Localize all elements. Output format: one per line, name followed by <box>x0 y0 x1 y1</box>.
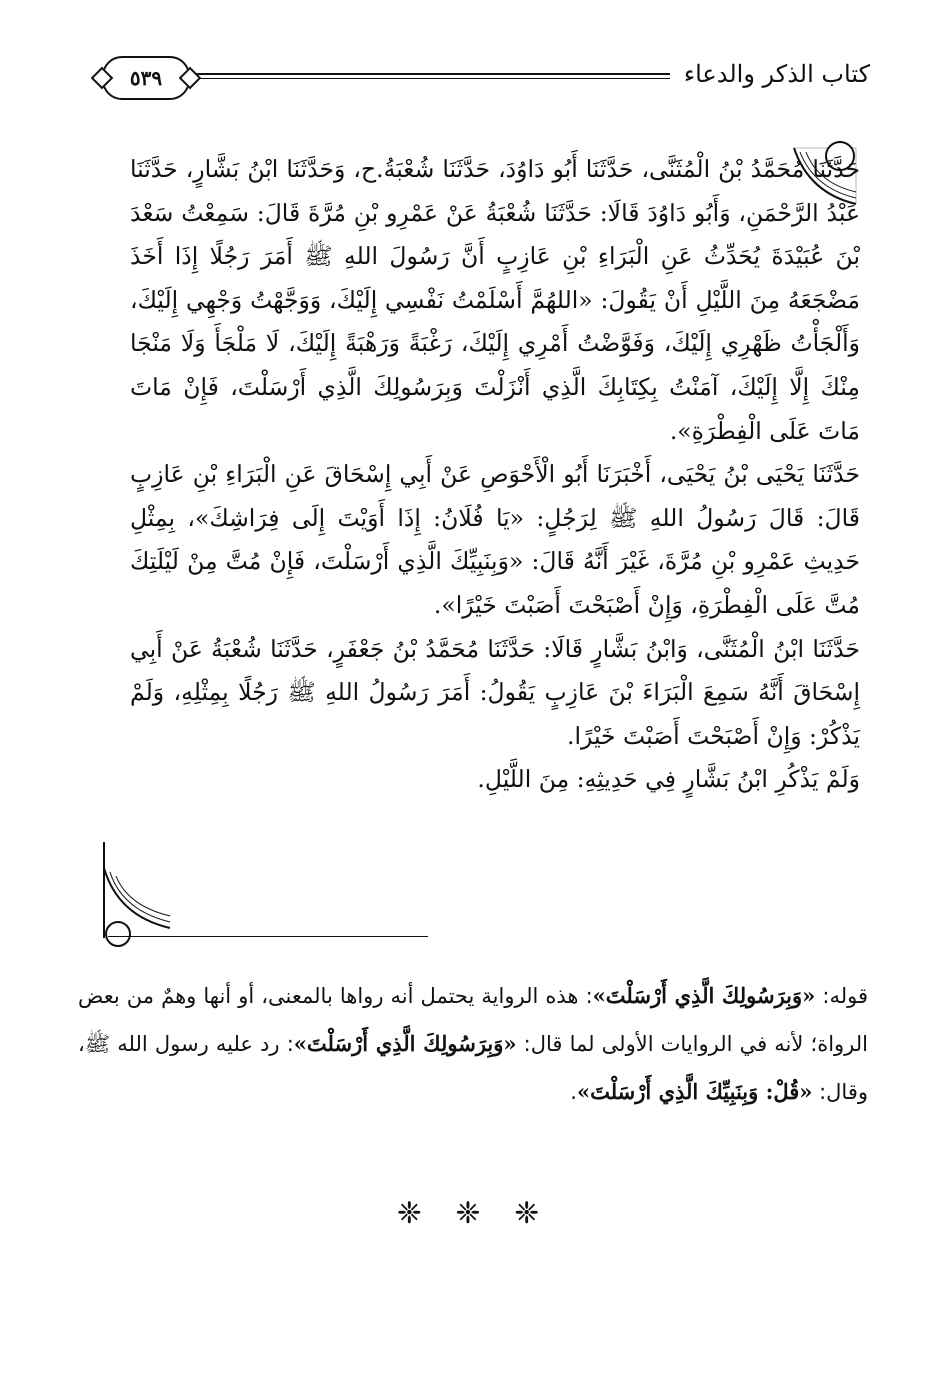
section-divider <box>108 936 428 937</box>
commentary-text <box>78 972 868 1116</box>
bottom-corner-ornament-icon <box>98 838 178 948</box>
page-number: ٥٣٩ <box>129 66 163 90</box>
commentary-quote: «وَبِرَسُولِكَ الَّذِي أَرْسَلْتَ» <box>293 1031 517 1056</box>
book-title: كتاب الذكر والدعاء <box>683 60 870 88</box>
commentary-segment: : رد عليه رسول الله ﷺ، وقال: <box>78 1032 868 1104</box>
commentary-segment: قوله: <box>815 984 868 1008</box>
commentary-quote: «قُلْ: وَبِنَبِيِّكَ الَّذِي أَرْسَلْتَ» <box>576 1079 813 1104</box>
page-header <box>90 56 870 100</box>
page-number-badge <box>102 56 190 100</box>
section-end-ornament: ❈ ❈ ❈ <box>396 1196 552 1231</box>
hadith-text <box>130 148 860 802</box>
commentary-segment: : هذه الرواية يحتمل أنه رواها بالمعنى، أو أنها وهمٌ من بعض الرواة؛ لأنه في الروايات الأولى لما قال: <box>78 984 868 1056</box>
hadith-paragraph: وَلَمْ يَذْكُرِ ابْنُ بَشَّارٍ فِي حَدِيثِهِ: مِنَ اللَّيْلِ. <box>477 765 860 794</box>
commentary-segment: . <box>570 1080 577 1104</box>
hadith-paragraph: حَدَّثَنَا يَحْيَى بْنُ يَحْيَى، أَخْبَرَنَا أَبُو الْأَحْوَصِ عَنْ أَبِي إِسْحَاقَ عَنِ الْبَرَاءِ بْنِ عَازِبٍ قَالَ: قَالَ رَسُولُ اللهِ ﷺ لِرَجُلٍ: «يَا فُلَانُ: إِذَا أَوَيْتَ إِلَى فِرَاشِكَ»، بِمِثْلِ حَدِيثِ عَمْرِو بْنِ مُرَّةَ، غَيْرَ أَنَّهُ قَالَ: «وَبِنَبِيِّكَ الَّذِي أَرْسَلْتَ، فَإِنْ مُتَّ مِنْ لَيْلَتِكَ مُتَّ عَلَى الْفِطْرَةِ، وَإِنْ أَصْبَحْتَ أَصَبْتَ خَيْرًا». <box>130 460 860 619</box>
header-rule <box>185 73 670 79</box>
hadith-paragraph: حَدَّثَنَا مُحَمَّدُ بْنُ الْمُثَنَّى، حَدَّثَنَا أَبُو دَاوُدَ، حَدَّثَنَا شُعْبَةُ.ح، وَحَدَّثَنَا ابْنُ بَشَّارٍ، حَدَّثَنَا عَبْدُ الرَّحْمَنِ، وَأَبُو دَاوُدَ قَالَا: حَدَّثَنَا شُعْبَةُ عَنْ عَمْرِو بْنِ مُرَّةَ قَالَ: سَمِعْتُ سَعْدَ بْنَ عُبَيْدَةَ يُحَدِّثُ عَنِ الْبَرَاءِ بْنِ عَازِبٍ أَنَّ رَسُولَ اللهِ ﷺ أَمَرَ رَجُلًا إِذَا أَخَذَ مَضْجَعَهُ مِنَ اللَّيْلِ أَنْ يَقُولَ: «اللهُمَّ أَسْلَمْتُ نَفْسِي إِلَيْكَ، وَوَجَّهْتُ وَجْهِي إِلَيْكَ، وَأَلْجَأْتُ ظَهْرِي إِلَيْكَ، وَفَوَّضْتُ أَمْرِي إِلَيْكَ، رَغْبَةً وَرَهْبَةً إِلَيْكَ، لَا مَلْجَأَ وَلَا مَنْجَا مِنْكَ إِلَّا إِلَيْكَ، آمَنْتُ بِكِتَابِكَ الَّذِي أَنْزَلْتَ وَبِرَسُولِكَ الَّذِي أَرْسَلْتَ، فَإِنْ مَاتَ مَاتَ عَلَى الْفِطْرَةِ». <box>130 155 860 445</box>
commentary-paragraph <box>78 972 868 1116</box>
commentary-quote: «وَبِرَسُولِكَ الَّذِي أَرْسَلْتَ» <box>592 983 816 1008</box>
hadith-paragraph: حَدَّثَنَا ابْنُ الْمُثَنَّى، وَابْنُ بَشَّارٍ قَالَا: حَدَّثَنَا مُحَمَّدُ بْنُ جَعْفَرٍ، حَدَّثَنَا شُعْبَةُ عَنْ أَبِي إِسْحَاقَ أَنَّهُ سَمِعَ الْبَرَاءَ بْنَ عَازِبٍ يَقُولُ: أَمَرَ رَسُولُ اللهِ ﷺ رَجُلًا بِمِثْلِهِ، وَلَمْ يَذْكُرْ: وَإِنْ أَصْبَحْتَ أَصَبْتَ خَيْرًا. <box>130 634 860 750</box>
